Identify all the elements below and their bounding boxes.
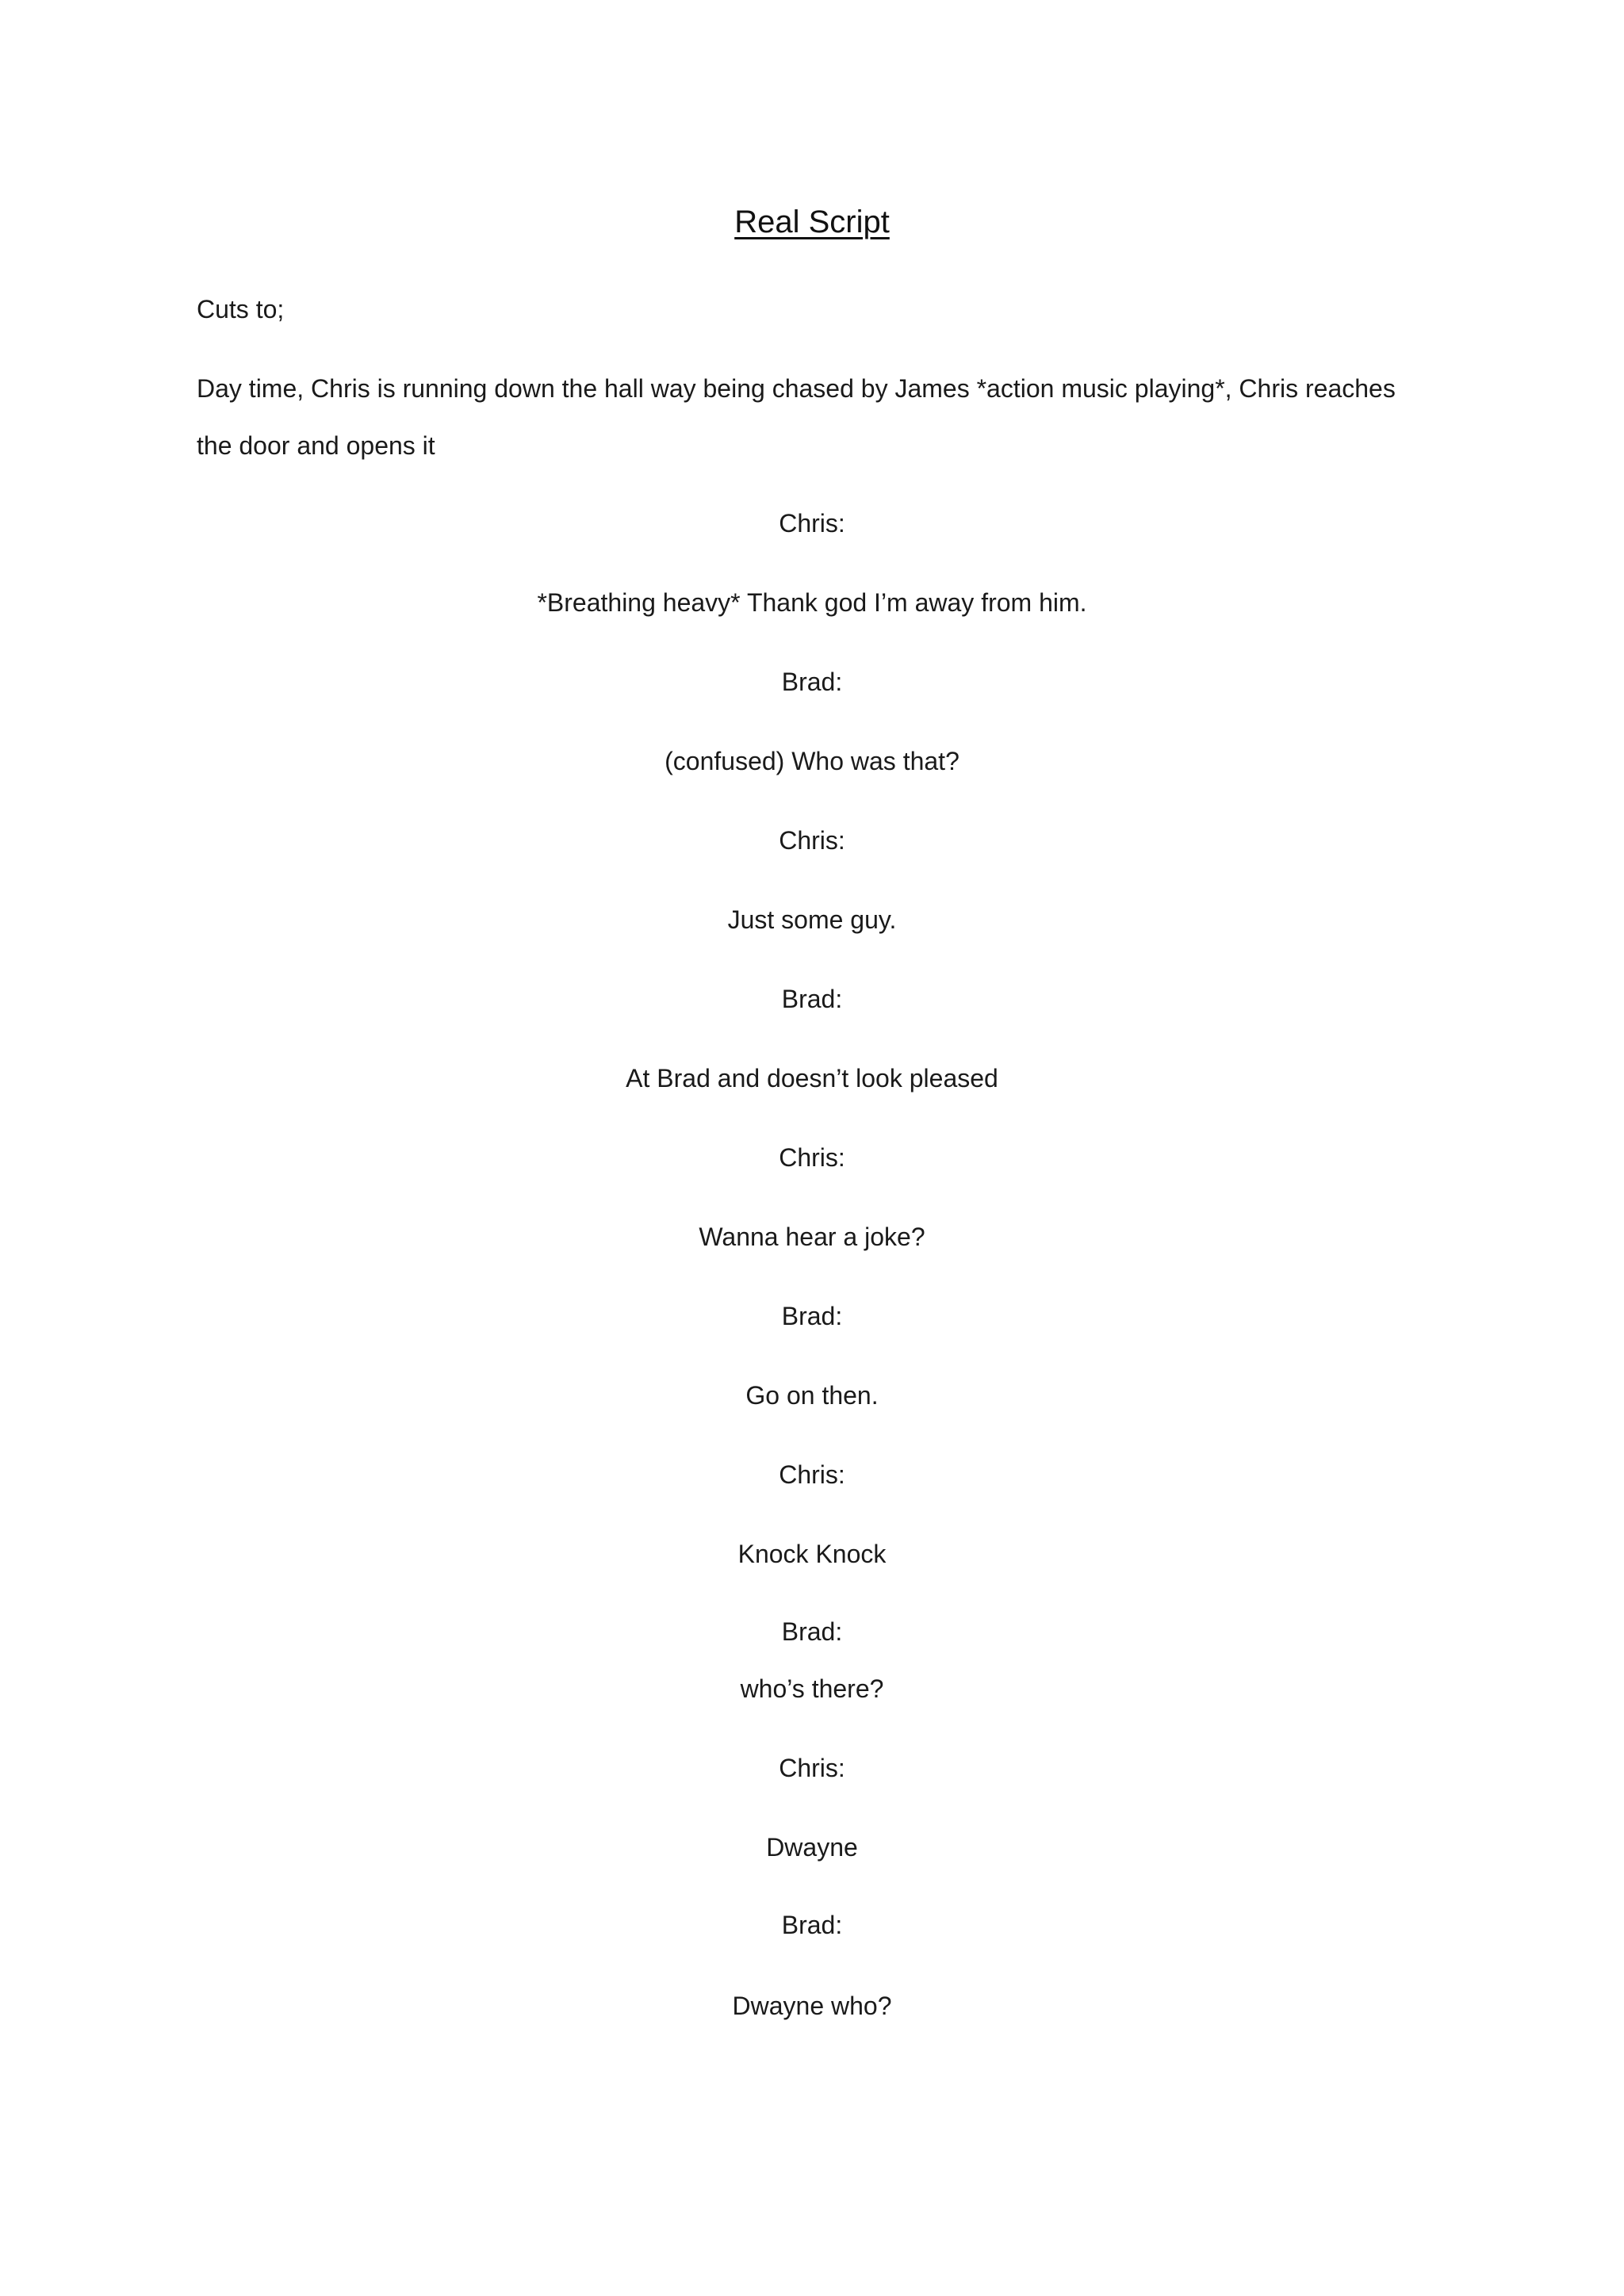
dialogue-line: *Breathing heavy* Thank god I’m away from him. [537,588,1087,617]
scene-transition: Cuts to; [197,295,285,323]
speaker-name: Chris: [779,826,845,855]
dialogue-line: At Brad and doesn’t look pleased [626,1064,998,1093]
speaker-name: Brad: [781,1911,843,1939]
scene-action: Day time, Chris is running down the hall way being chased by James *action music playing*, Chris reaches the door and opens it [197,374,1396,460]
speaker-name: Chris: [779,1143,845,1172]
speaker-name: Brad: [781,1302,843,1330]
speaker-name: Brad: [781,985,843,1013]
dialogue-line: Wanna hear a joke? [699,1223,925,1251]
dialogue-line: Dwayne who? [732,1992,892,2020]
dialogue-line: Dwayne [766,1833,858,1862]
dialogue-line: who’s there? [740,1674,884,1703]
dialogue-line: Just some guy. [727,905,897,934]
speaker-name: Chris: [779,509,845,538]
speaker-name: Chris: [779,1754,845,1782]
speaker-name: Chris: [779,1460,845,1489]
dialogue-line: Knock Knock [737,1540,887,1568]
dialogue-line: Go on then. [745,1381,879,1410]
speaker-name: Brad: [781,668,843,696]
dialogue-line: (confused) Who was that? [665,747,959,775]
page-title: Real Script [734,205,890,239]
speaker-name: Brad: [781,1617,843,1646]
